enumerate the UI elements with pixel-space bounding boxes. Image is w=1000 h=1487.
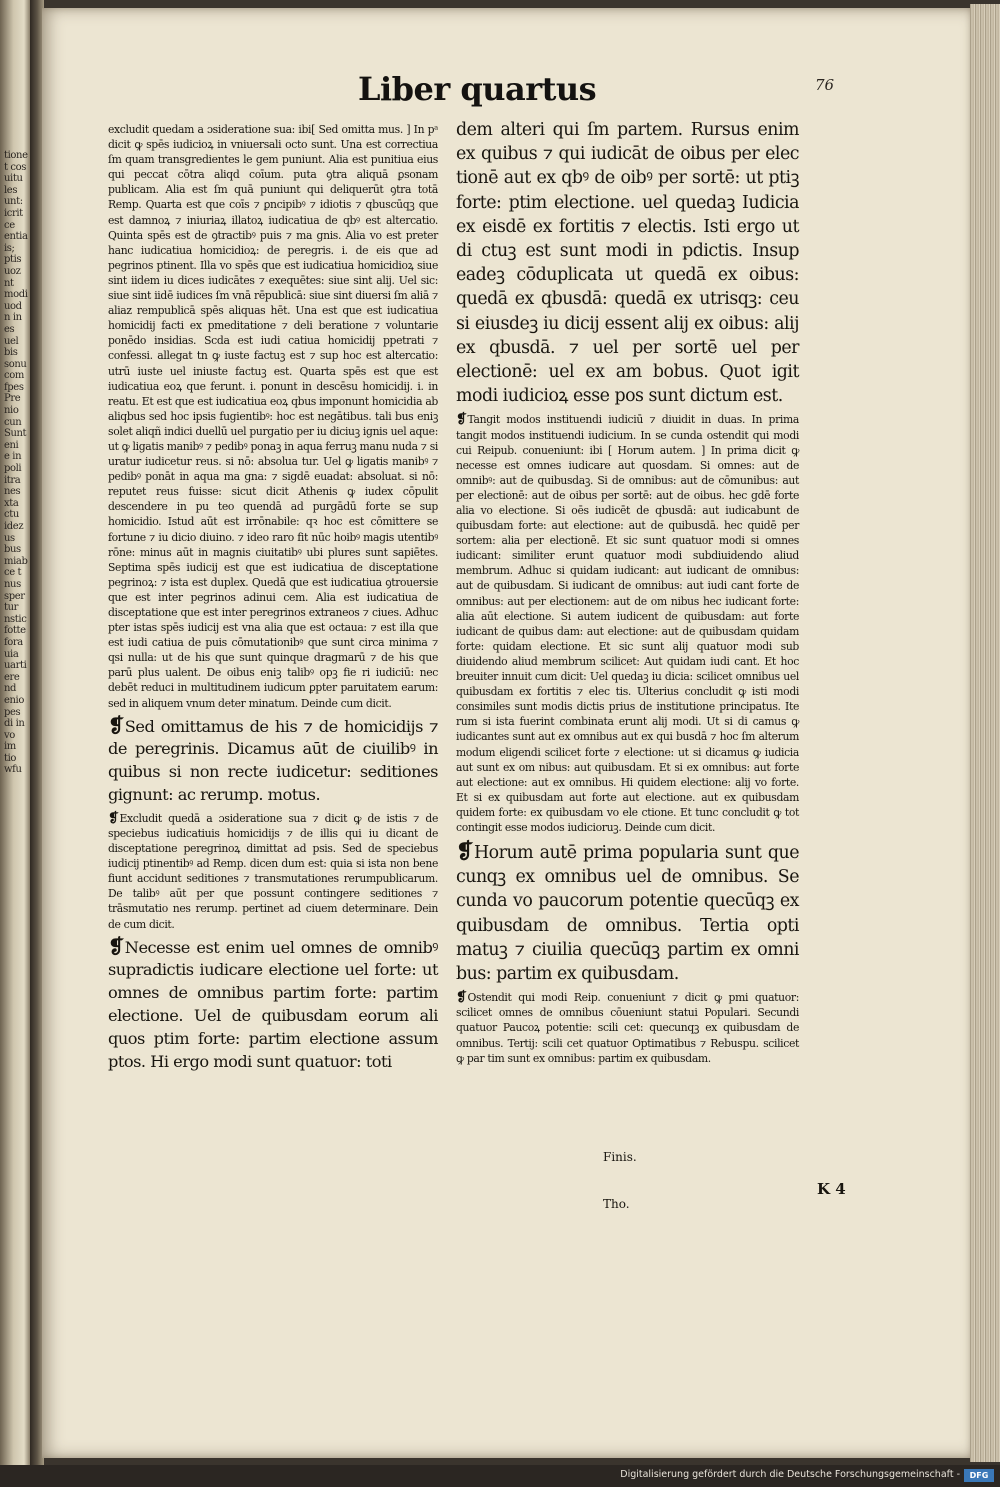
paragraph-mark-icon: ❡	[456, 838, 473, 864]
dfg-logo: DFG	[964, 1469, 994, 1482]
footer-bar	[0, 1465, 1000, 1487]
previous-page-edge	[0, 0, 30, 1465]
paragraph-text: excludit quedam a ɔsideratione sua: ibi[ Sed omitta mus. ] In pᵃ dicit ꝙ spēs iudicioꝝ in vniuersali octo sunt. Una est correctiua ſm quam transgredientes le gem puniunt. Alia est punitiua eius qui peccat cōtra aliqd coīum. puta ꝯtra aliquā ꝑsonam publicam. Alia est ſm quā puniunt qui deliquerūt ꝯtra totā Remp. Quarta est que coīs ⁊ ꝑncipibꝰ ⁊ idiotis ⁊ qbuscūqꝫ que est damnoꝝ ⁊ iniuriaꝝ illatoꝝ iudicatiua de qbꝰ est altercatio. Quinta spēs est de ꝯtractibꝰ puis ⁊ ma gnis. Alia vo est preter hanc iudicatiua homicidioꝝ: de peregris. i. de eis que ad pegrinos ptinent. Illa vo spēs que est iudicatiua homicidioꝝ siue sint iidem iu dices iudicātes ⁊ exequētes: siue sint alij. Uel sic: siue sint iidē iudices ſm vnā rēpublicā: siue sint diuersi ſm aliā ⁊ aliaz rempublicā spēs aliquas hēt. Una est que est iudicatiua homicidij facti ex pmeditatione ⁊ deli beratione ⁊ voluntarie ponēdo insidias. Scda est iudi catiua homicidij ppetrati ⁊ confessi. allegat tn ꝙ iuste factuꝫ est ⁊ sup hoc est altercatio: utrū iuste uel iniuste factuꝫ est. Quarta spēs est que est iudicatiua eoꝝ que ferunt. i. ponunt in descēsu homicidij. i. in reatu. Et est que est iudicatiua eoꝝ qbus imponunt homicidia ab aliqbus sed hoc ipsis fugientibꝰ: hoc est negātibus. tali bus eniꝫ solet aliqñ indici duellū uel purgatio per iu diciuꝫ ignis uel aque: ut ꝙ ligatis manibꝰ ⁊ pedibꝰ ponaꝫ in aqua ferruꝫ manu nuda ⁊ si uratur iudicetur reus. si nō: absolua tur. Uel ꝙ ligatis manibꝰ ⁊ pedibꝰ ponāt in aqua ma gna: ⁊ sigdē euadat: absoluat. si nō: reputet reus fuisse: sicut dicit Athenis ꝙ iudex cōpulit descendere in pu teo quendā ad purgādū forte se sup homicidio. Istud aūt est irrōnabile: qꝛ hoc est cōmittere se fortune ⁊ iu dicio diuino. ⁊ ideo raro fit nūc hoibꝰ magis utentibꝰ rōne: minus aūt in magnis ciuitatibꝰ ubi plures sunt sapiētes. Septima spēs iudicij est que est iudicatiua de disceptatione pegrinoꝝ: ⁊ ista est duplex. Quedā que est iudicatiua ꝯtrouersie que est inter pegrinos adinui cem. Alia est iudicatiua de disceptatione que est inter peregrinos extraneos ⁊ ciues. Adhuc pter istas spēs iudicij est vna alia que est octaua: ⁊ est illa que est iudi catiua de puis cōmutationibꝰ que sunt circa minima ⁊ qsi nulla: ut de his que sunt quinque dragmarū ⁊ de his que parū plus ualent. De oibus eniꝫ talibꝰ opꝫ fie ri iudiciū: nec debēt reduci in multitudinem iudicum ꝑpter paruitatem earum: sed in aliquem vnum deter minatum. Deinde cum dicit.	[108, 123, 438, 710]
paragraph-text: Excludit quedā a ɔsideratione sua ⁊ dicit ꝙ de istis ⁊ de speciebus iudicatiuis homicidijs ⁊ de illis qui iu dicant de disceptatione peregrinoꝝ dimittat ad psis. Sed de speciebus iudicij ptinentibꝰ ad Remp. dicen dum est: quia si ista non bene fiunt accidunt seditiones ⁊ transmutationes rerumpublicarum. De talibꝰ aūt per que possunt contingere seditiones ⁊ trāsmutatio nes rerump. pertinet ad ciuem determinare. Dein de cum dicit.	[108, 811, 438, 931]
paragraph-text: Necesse est enim uel omnes de omnibꝰ supradictis iudicare electione uel forte: ut omnes de omnibus partim forte: partim electione. Uel de quibusdam eorum ali quos ptim forte: partim electione assum ptos. Hi ergo modi sunt quatuor: toti	[108, 937, 438, 1071]
page-stack-edge	[970, 4, 1000, 1462]
text-paragraph	[456, 990, 799, 1065]
paragraph-mark-icon: ❡	[456, 412, 467, 428]
text-paragraph	[108, 811, 438, 932]
text-paragraph	[456, 118, 799, 408]
text-paragraph	[456, 412, 799, 835]
finis-mark: Finis.	[603, 1150, 637, 1164]
paragraph-text: dem alteri qui ſm partem. Rursus enim ex quibus ⁊ qui iudicāt de oibus per elec tionē aut ex qbꝰ de oibꝰ per sortē: ut ptiꝫ forte: ptim electione. uel quedaꝫ Iudicia ex eisdē ex fortitis ⁊ electis. Isti ergo ut di ctuꝫ est sunt modi in pdictis. Insup eadeꝫ cōduplicata ut quedā ex oibus: quedā ex qbusdā: quedā ex utrisqꝫ: ceu si eiusdeꝫ iu dicij essent alij ex oibus: alij ex qbusdā. ⁊ uel per sortē uel per electionē: uel ex am bobus. Quot igit modi iudicioꝝ esse pos sunt dictum est.	[456, 120, 799, 407]
left-text-column	[108, 122, 438, 1077]
paragraph-mark-icon: ❡	[108, 934, 124, 958]
text-paragraph	[108, 936, 438, 1074]
page-number: 76	[815, 76, 835, 94]
text-paragraph	[108, 122, 438, 711]
right-text-column	[456, 118, 799, 1070]
text-paragraph	[456, 839, 799, 986]
paragraph-mark-icon: ❡	[108, 810, 119, 826]
signature-mark: K 4	[817, 1180, 846, 1198]
footer-credit: Digitalisierung gefördert durch die Deutsche Forschungsgemeinschaft -	[620, 1469, 960, 1480]
paragraph-text: Ostendit qui modi Reip. conueniunt ⁊ dicit ꝙ pmi quatuor: scilicet omnes de omnibus cōueniunt statui Populari. Secundi quatuor Paucoꝝ potentie: scili cet: quecunqꝫ ex quibusdam de omnibus. Tertij: scili cet quatuor Optimatibus ⁊ Rebuspu. scilicet ꝙ par tim sunt ex omnibus: partim ex quibusdam.	[456, 991, 799, 1065]
previous-page-margin-text: tione t cos uitu les unt: icrit ce entia is; ptis uoz nt modi uod n in es uel bis sonu com fpes Pre nio cun Sunt eni e in poli itra nes xta ctu idez us bus miab ce t nus sper tur nstic fotte fora uia uarti ere nd enio pes di in vo im tio wfu	[4, 150, 28, 776]
paragraph-text: Horum autē prima popularia sunt que cunqꝫ ex omnibus uel de omnibus. Se cunda vo paucorum potentie quecūqꝫ ex quibusdam de omnibus. Tertia opti matuꝫ ⁊ ciuilia quecūqꝫ partim ex omni bus: partim ex quibusdam.	[456, 843, 799, 985]
running-head: Liber quartus	[358, 70, 597, 108]
catchword: Tho.	[603, 1197, 630, 1211]
paragraph-mark-icon: ❡	[456, 990, 467, 1006]
paragraph-mark-icon: ❡	[108, 713, 124, 737]
text-paragraph	[108, 715, 438, 807]
paragraph-text: Tangit modos instituendi iudiciū ⁊ diuidit in duas. In prima tangit modos instituendi iudicium. In se cunda ostendit qui modi cui Reipub. conueniunt: ibi [ Horum autem. ] In prima dicit ꝙ necesse est omnes iudicare aut quosdam. Si omnes: aut de omnibꝰ: aut de quibusdaꝫ. Si de omnibus: aut de cōmunibus: aut per electionē: aut de oibus per sortē: aut de oibus. hec gdē forte alia vo electione. Si oēs iudicēt de qbusdā: aut iudicabunt de quibusdam forte: aut electione: aut de quibusdā. hec quidē per sortem: alia per electionē. Et sic sunt quatuor modi si omnes iudicant: similiter erunt quatuor modi subdiuidendo aliud membrum. Adhuc si quidam iudicant: aut iudicant de omnibus: aut de quibusdam. Si iudicant de omnibus: aut iudi cant forte de omnibus: aut per electionem: aut de om nibus hec iudicant forte: alia aūt electione. Si autem iudicent de quibusdam: aut forte iudicant de quibus dam: aut electione: aut de quibusdam quidam forte: quidam electione. Et sic sunt alij quatuor modi sub diuidendo aliud membrum scilicet: Aut quidam iudi cant. Et hoc breuiter innuit cum dicit: Uel quedaꝫ iu dicia: scilicet omnibus uel quibusdam ex fortitis ⁊ elec tis. Ulterius concludit ꝙ isti modi consimiles sunt modis dictis prius de institutione principatus. Ite rum si ista fuerint combinata erunt alij modi. Ut si di camus ꝙ iudicantes sunt aut ex omnibus aut ex qui busdā ⁊ hoc ſm alterum modum eligendi scilicet forte ⁊ electione: ut si dicamus ꝙ iudicia aut sunt ex om nibus: aut quibusdam. Et si ex omnibus: aut forte aut electione: aut ex omnibus. Hi quidem electione: alij vo forte. Et si ex quibusdam aut forte aut electione. aut ex quibusdam quidem forte: ex quibusdam vo ele ctione. Et tunc concludit ꝙ tot contingit esse modos iudicioruꝫ. Deinde cum dicit.	[456, 413, 799, 834]
paragraph-text: Sed omittamus de his ⁊ de homicidijs ⁊ de peregrinis. Dicamus aūt de ciuilibꝰ in quibus si non recte iudicetur: seditiones gignunt: ac rerump. motus.	[108, 716, 438, 805]
